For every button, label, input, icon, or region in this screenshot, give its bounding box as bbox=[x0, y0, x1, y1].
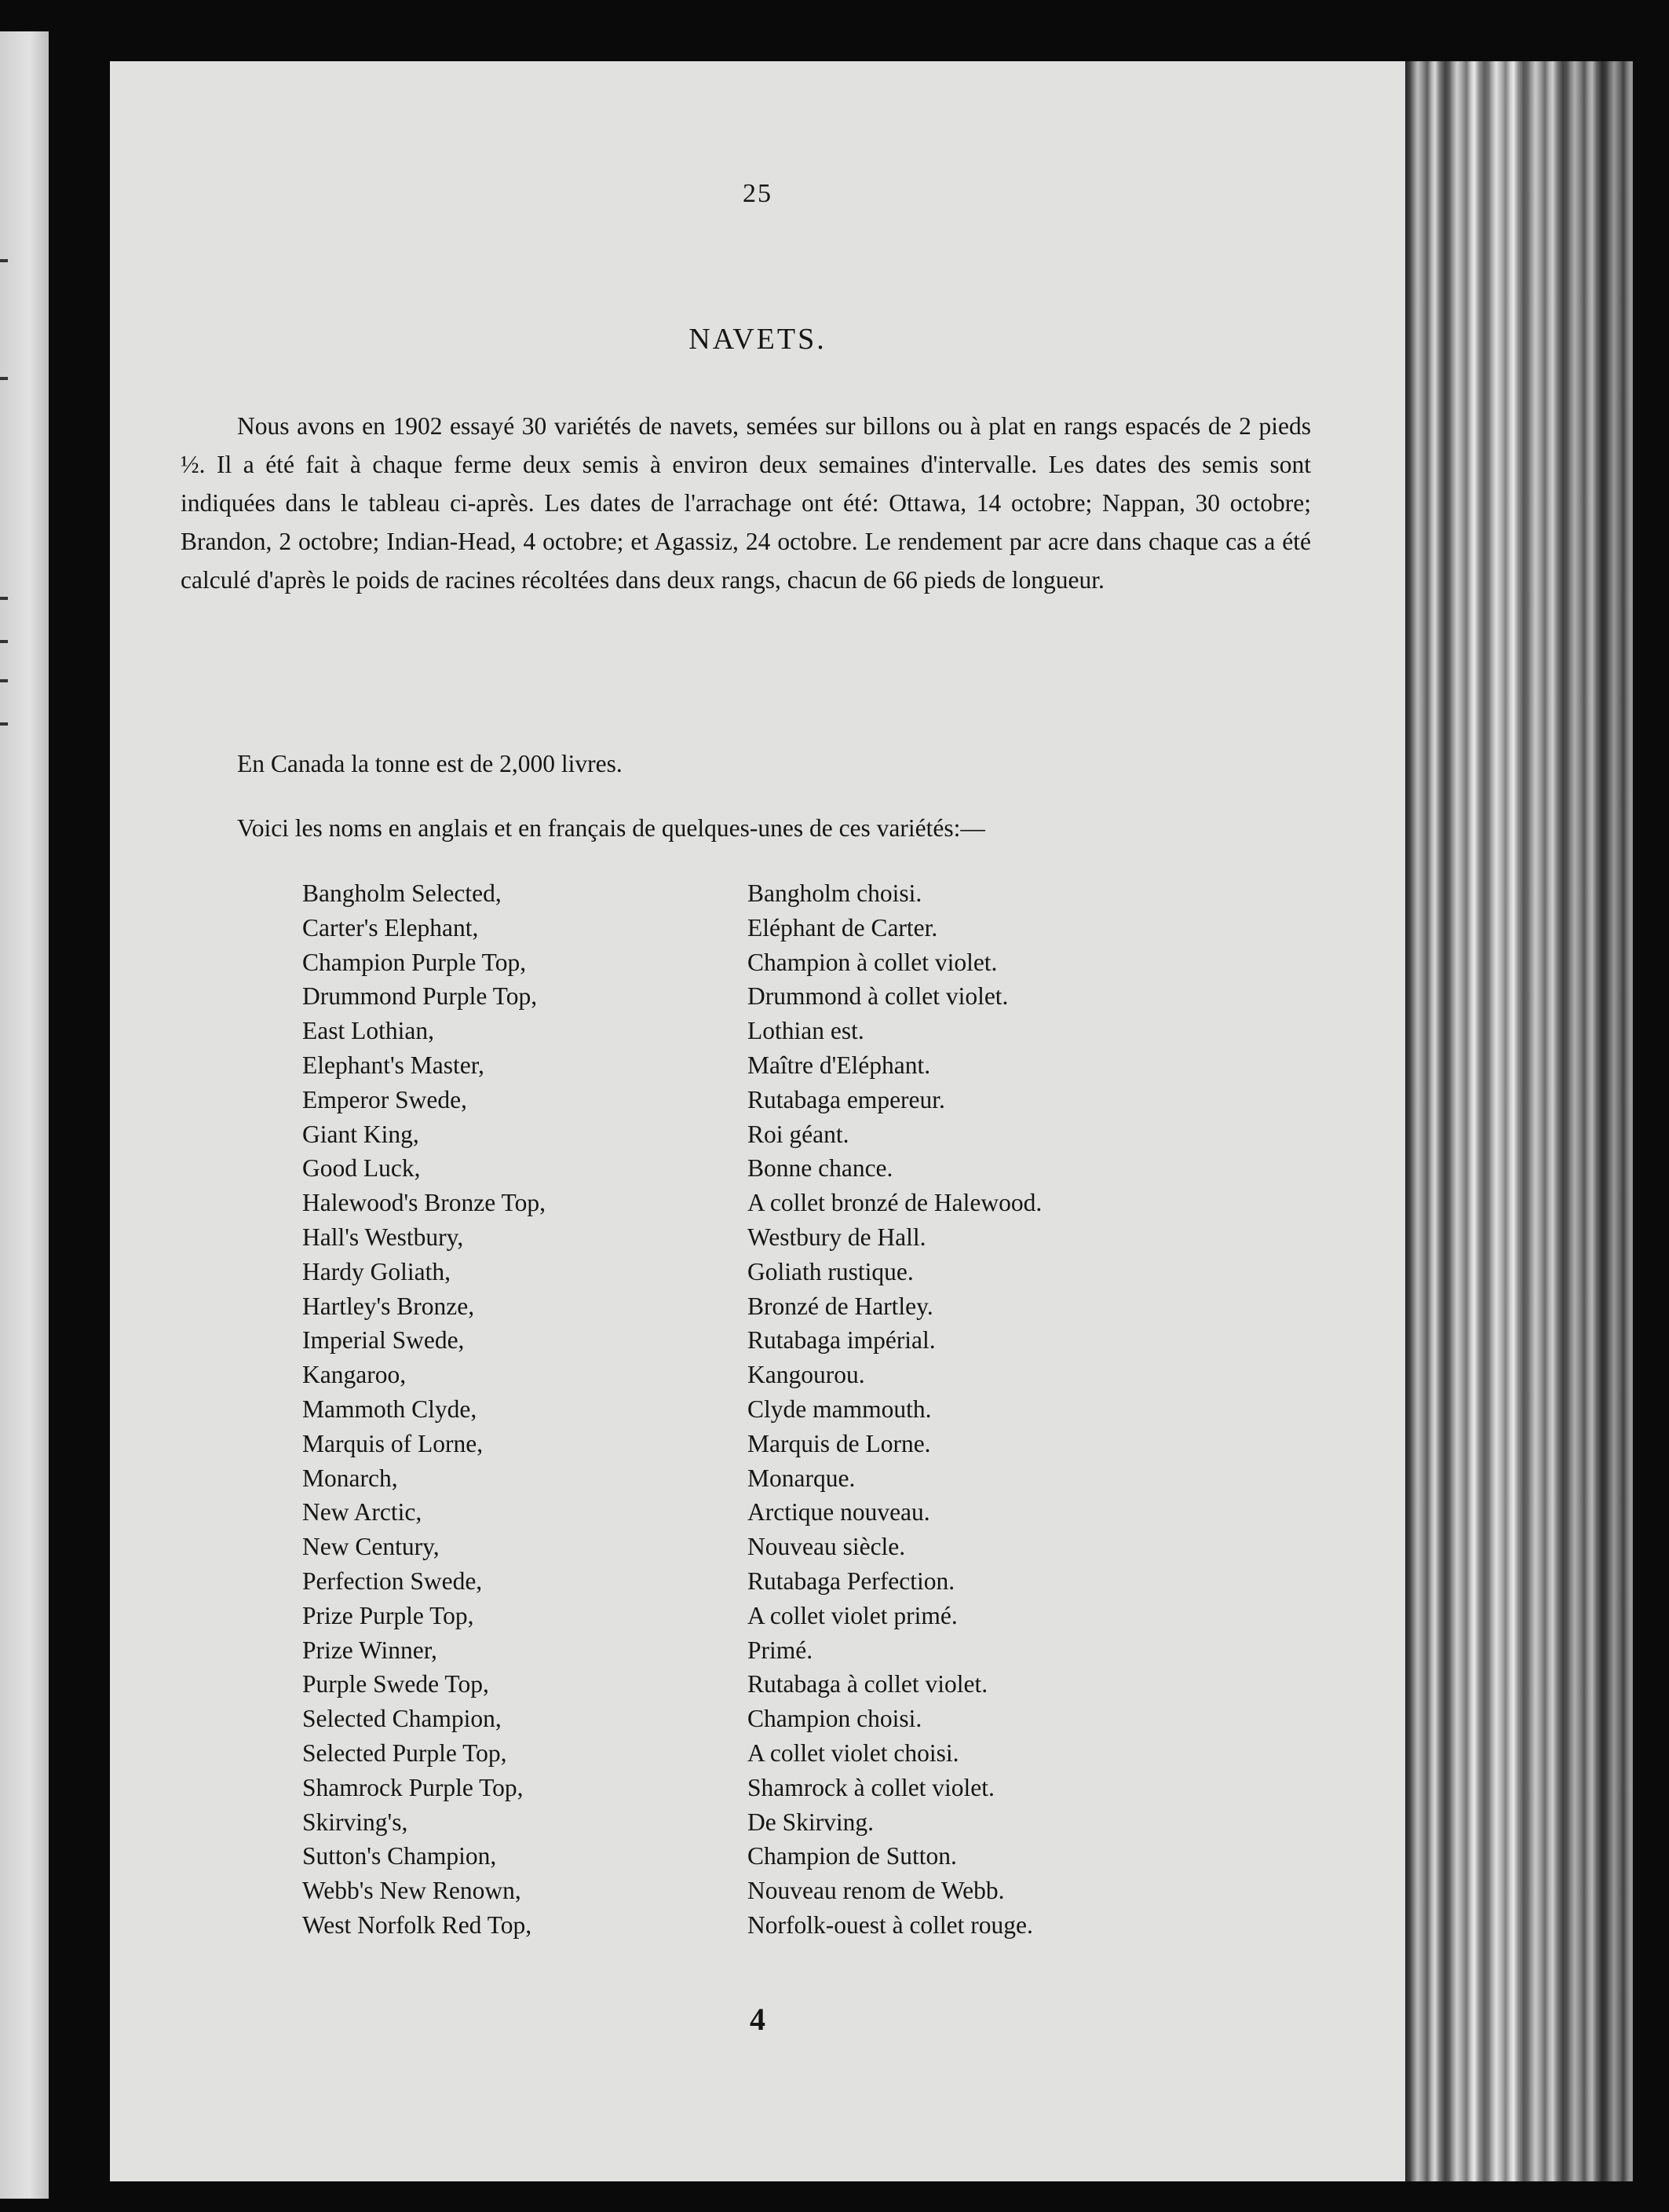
variety-french-name: Lothian est. bbox=[747, 1017, 864, 1045]
variety-french-name: Monarque. bbox=[747, 1464, 856, 1492]
intro-paragraph: Nous avons en 1902 essayé 30 variétés de navets, semées sur billons ou à plat en rangs espacés de 2 pieds ½. Il a été fait à chaque ferme deux semis à environ deux semaines d'intervalle. Les dates des semis sont indiquées dans le tableau ci-après. Les dates de l'arrachage ont été: Ottawa, 14 octobre; Nappan, 30 octobre; Brandon, 2 octobre; Indian-Head, 4 octobre; et Agassiz, 24 octobre. Le rendement par acre dans chaque cas a été calculé d'après le poids de racines récoltées dans deux rangs, chacun de 66 pieds de longueur. bbox=[181, 412, 1311, 594]
variety-french-name: A collet violet primé. bbox=[747, 1601, 958, 1629]
ton-paragraph: En Canada la tonne est de 2,000 livres. bbox=[237, 750, 623, 777]
variety-french-name: Shamrock à collet violet. bbox=[747, 1773, 995, 1801]
variety-english-name: Hartley's Bronze, bbox=[302, 1292, 475, 1320]
variety-english-name: Carter's Elephant, bbox=[302, 913, 479, 941]
variety-french-name: Kangourou. bbox=[747, 1361, 865, 1389]
variety-english-name: Selected Champion, bbox=[302, 1705, 502, 1733]
variety-french-name: Primé. bbox=[747, 1636, 813, 1664]
variety-french-name: Rutabaga à collet violet. bbox=[747, 1670, 988, 1698]
variety-french-name: Champion de Sutton. bbox=[747, 1842, 957, 1870]
variety-english-name: Prize Purple Top, bbox=[302, 1601, 474, 1629]
variety-english-name: Skirving's, bbox=[302, 1808, 408, 1836]
variety-english-name: Mammoth Clyde, bbox=[302, 1395, 477, 1423]
variety-english-name: Perfection Swede, bbox=[302, 1567, 483, 1595]
variety-french-name: Goliath rustique. bbox=[747, 1257, 914, 1285]
variety-english-name: Good Luck, bbox=[302, 1154, 421, 1183]
margin-mark bbox=[0, 722, 8, 726]
margin-mark bbox=[0, 377, 8, 380]
margin-mark bbox=[0, 259, 8, 262]
previous-page-edge bbox=[0, 31, 49, 2199]
variety-french-name: Nouveau renom de Webb. bbox=[747, 1877, 1005, 1905]
variety-french-name: Marquis de Lorne. bbox=[747, 1429, 931, 1457]
margin-mark bbox=[0, 597, 8, 600]
names-intro-paragraph: Voici les noms en anglais et en français de quelques-unes de ces variétés:— bbox=[237, 814, 985, 842]
variety-english-name: Sutton's Champion, bbox=[302, 1842, 497, 1870]
variety-french-name: Bonne chance. bbox=[747, 1154, 893, 1183]
variety-english-name: Emperor Swede, bbox=[302, 1085, 467, 1113]
variety-english-name: Purple Swede Top, bbox=[302, 1670, 489, 1698]
variety-english-name: Monarch, bbox=[302, 1464, 398, 1492]
variety-english-name: Imperial Swede, bbox=[302, 1326, 465, 1355]
variety-french-name: Clyde mammouth. bbox=[747, 1395, 932, 1423]
signature-mark: 4 bbox=[750, 2002, 765, 2037]
margin-mark bbox=[0, 679, 8, 682]
variety-french-name: Nouveau siècle. bbox=[747, 1533, 906, 1561]
variety-english-name: Elephant's Master, bbox=[302, 1051, 484, 1079]
variety-french-name: Norfolk-ouest à collet rouge. bbox=[747, 1910, 1033, 1939]
variety-french-name: Bangholm choisi. bbox=[747, 879, 922, 907]
page-number: 25 bbox=[743, 179, 772, 208]
variety-english-name: New Arctic, bbox=[302, 1498, 422, 1526]
variety-english-name: Hardy Goliath, bbox=[302, 1257, 451, 1285]
variety-french-name: De Skirving. bbox=[747, 1808, 874, 1836]
variety-french-name: Drummond à collet violet. bbox=[747, 982, 1009, 1011]
variety-french-name: Bronzé de Hartley. bbox=[747, 1292, 933, 1320]
book-page bbox=[110, 61, 1405, 2181]
variety-french-name: Rutabaga empereur. bbox=[747, 1085, 945, 1113]
section-title: NAVETS. bbox=[688, 323, 827, 356]
variety-french-name: Arctique nouveau. bbox=[747, 1498, 930, 1526]
margin-mark bbox=[0, 640, 8, 643]
variety-english-name: Selected Purple Top, bbox=[302, 1739, 507, 1767]
variety-english-name: New Century, bbox=[302, 1533, 440, 1561]
variety-english-name: Champion Purple Top, bbox=[302, 948, 527, 976]
variety-english-name: Giant King, bbox=[302, 1120, 419, 1148]
page-block-edge bbox=[1405, 61, 1633, 2181]
variety-french-name: Champion à collet violet. bbox=[747, 948, 998, 976]
variety-english-name: Halewood's Bronze Top, bbox=[302, 1189, 546, 1217]
variety-english-name: Shamrock Purple Top, bbox=[302, 1773, 524, 1801]
variety-english-name: Drummond Purple Top, bbox=[302, 982, 538, 1011]
variety-french-name: Roi géant. bbox=[747, 1120, 849, 1148]
variety-french-name: Champion choisi. bbox=[747, 1705, 922, 1733]
variety-english-name: Kangaroo, bbox=[302, 1361, 407, 1389]
english-names-list bbox=[302, 876, 546, 1943]
variety-french-name: Westbury de Hall. bbox=[747, 1223, 926, 1251]
variety-english-name: East Lothian, bbox=[302, 1017, 434, 1045]
variety-english-name: Prize Winner, bbox=[302, 1636, 437, 1664]
variety-french-name: Maître d'Eléphant. bbox=[747, 1051, 931, 1079]
variety-french-name: A collet violet choisi. bbox=[747, 1739, 959, 1767]
variety-english-name: Hall's Westbury, bbox=[302, 1223, 464, 1251]
french-names-list bbox=[747, 876, 1042, 1943]
variety-french-name: Rutabaga impérial. bbox=[747, 1326, 936, 1355]
variety-english-name: Marquis of Lorne, bbox=[302, 1429, 484, 1457]
variety-french-name: Eléphant de Carter. bbox=[747, 913, 938, 941]
variety-french-name: Rutabaga Perfection. bbox=[747, 1567, 955, 1595]
variety-english-name: Bangholm Selected, bbox=[302, 879, 502, 907]
variety-french-name: A collet bronzé de Halewood. bbox=[747, 1189, 1043, 1217]
variety-english-name: Webb's New Renown, bbox=[302, 1877, 521, 1905]
variety-english-name: West Norfolk Red Top, bbox=[302, 1910, 532, 1939]
